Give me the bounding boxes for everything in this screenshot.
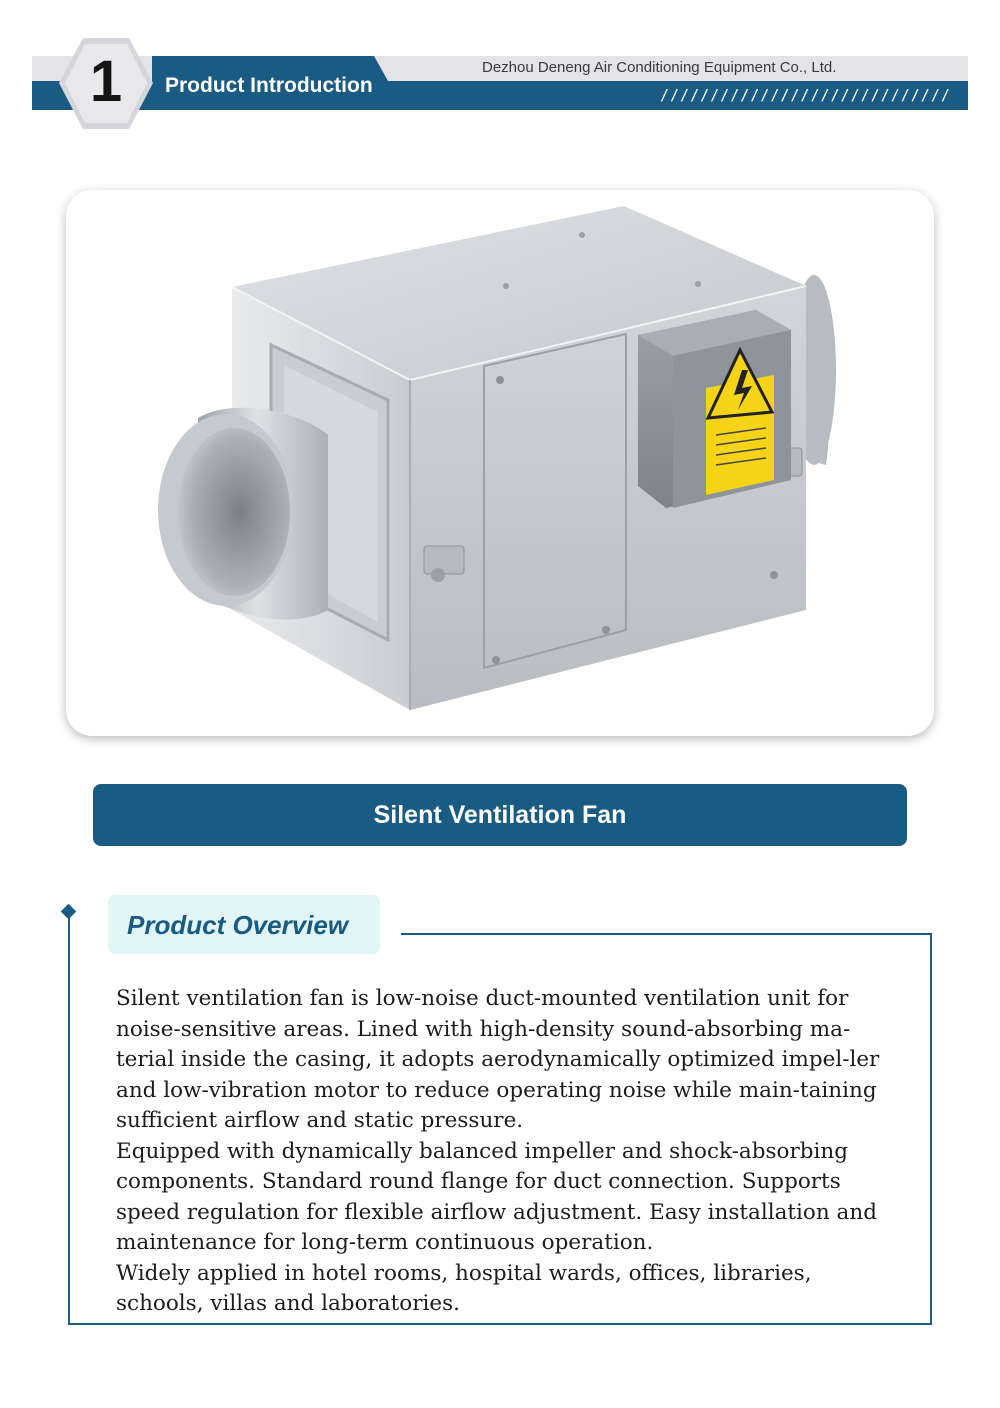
overview-paragraph: Equipped with dynamically balanced impeller and shock-absorbing components. Standard round flange for duct connection. Supports speed regulation for flexible airflow adjustment. Easy installation and maintenance for long-term continuous operation. <box>116 1138 877 1255</box>
overview-frame-right <box>930 933 932 1325</box>
diamond-bullet-icon <box>61 904 77 920</box>
overview-paragraph: Widely applied in hotel rooms, hospital wards, offices, libraries, schools, villas and laboratories. <box>116 1260 812 1316</box>
overview-heading: Product Overview <box>127 910 349 940</box>
company-name: Dezhou Deneng Air Conditioning Equipment Co., Ltd. <box>482 59 837 76</box>
product-name-bar <box>93 784 907 846</box>
overview-body <box>116 984 896 1320</box>
overview-frame-left <box>68 915 70 1325</box>
slash-decoration: ///////////////////////////// <box>660 86 951 104</box>
overview-paragraph: Silent ventilation fan is low-noise duct-mounted ventilation unit for noise-sensitive areas. Lined with high-density sound-absorbing ma-terial inside the casing, it adopts aerodynamically optimized impel-ler and low-vibration motor to reduce operating noise while main-taining sufficient airflow and static pressure. <box>116 986 880 1133</box>
product-image-card <box>66 190 934 736</box>
section-title: Product Introduction <box>165 74 373 97</box>
product-name: Silent Ventilation Fan <box>373 800 627 829</box>
product-photo <box>66 190 934 736</box>
overview-frame-top <box>401 933 932 935</box>
section-number: 1 <box>89 49 123 114</box>
overview-frame-bottom <box>68 1323 932 1325</box>
